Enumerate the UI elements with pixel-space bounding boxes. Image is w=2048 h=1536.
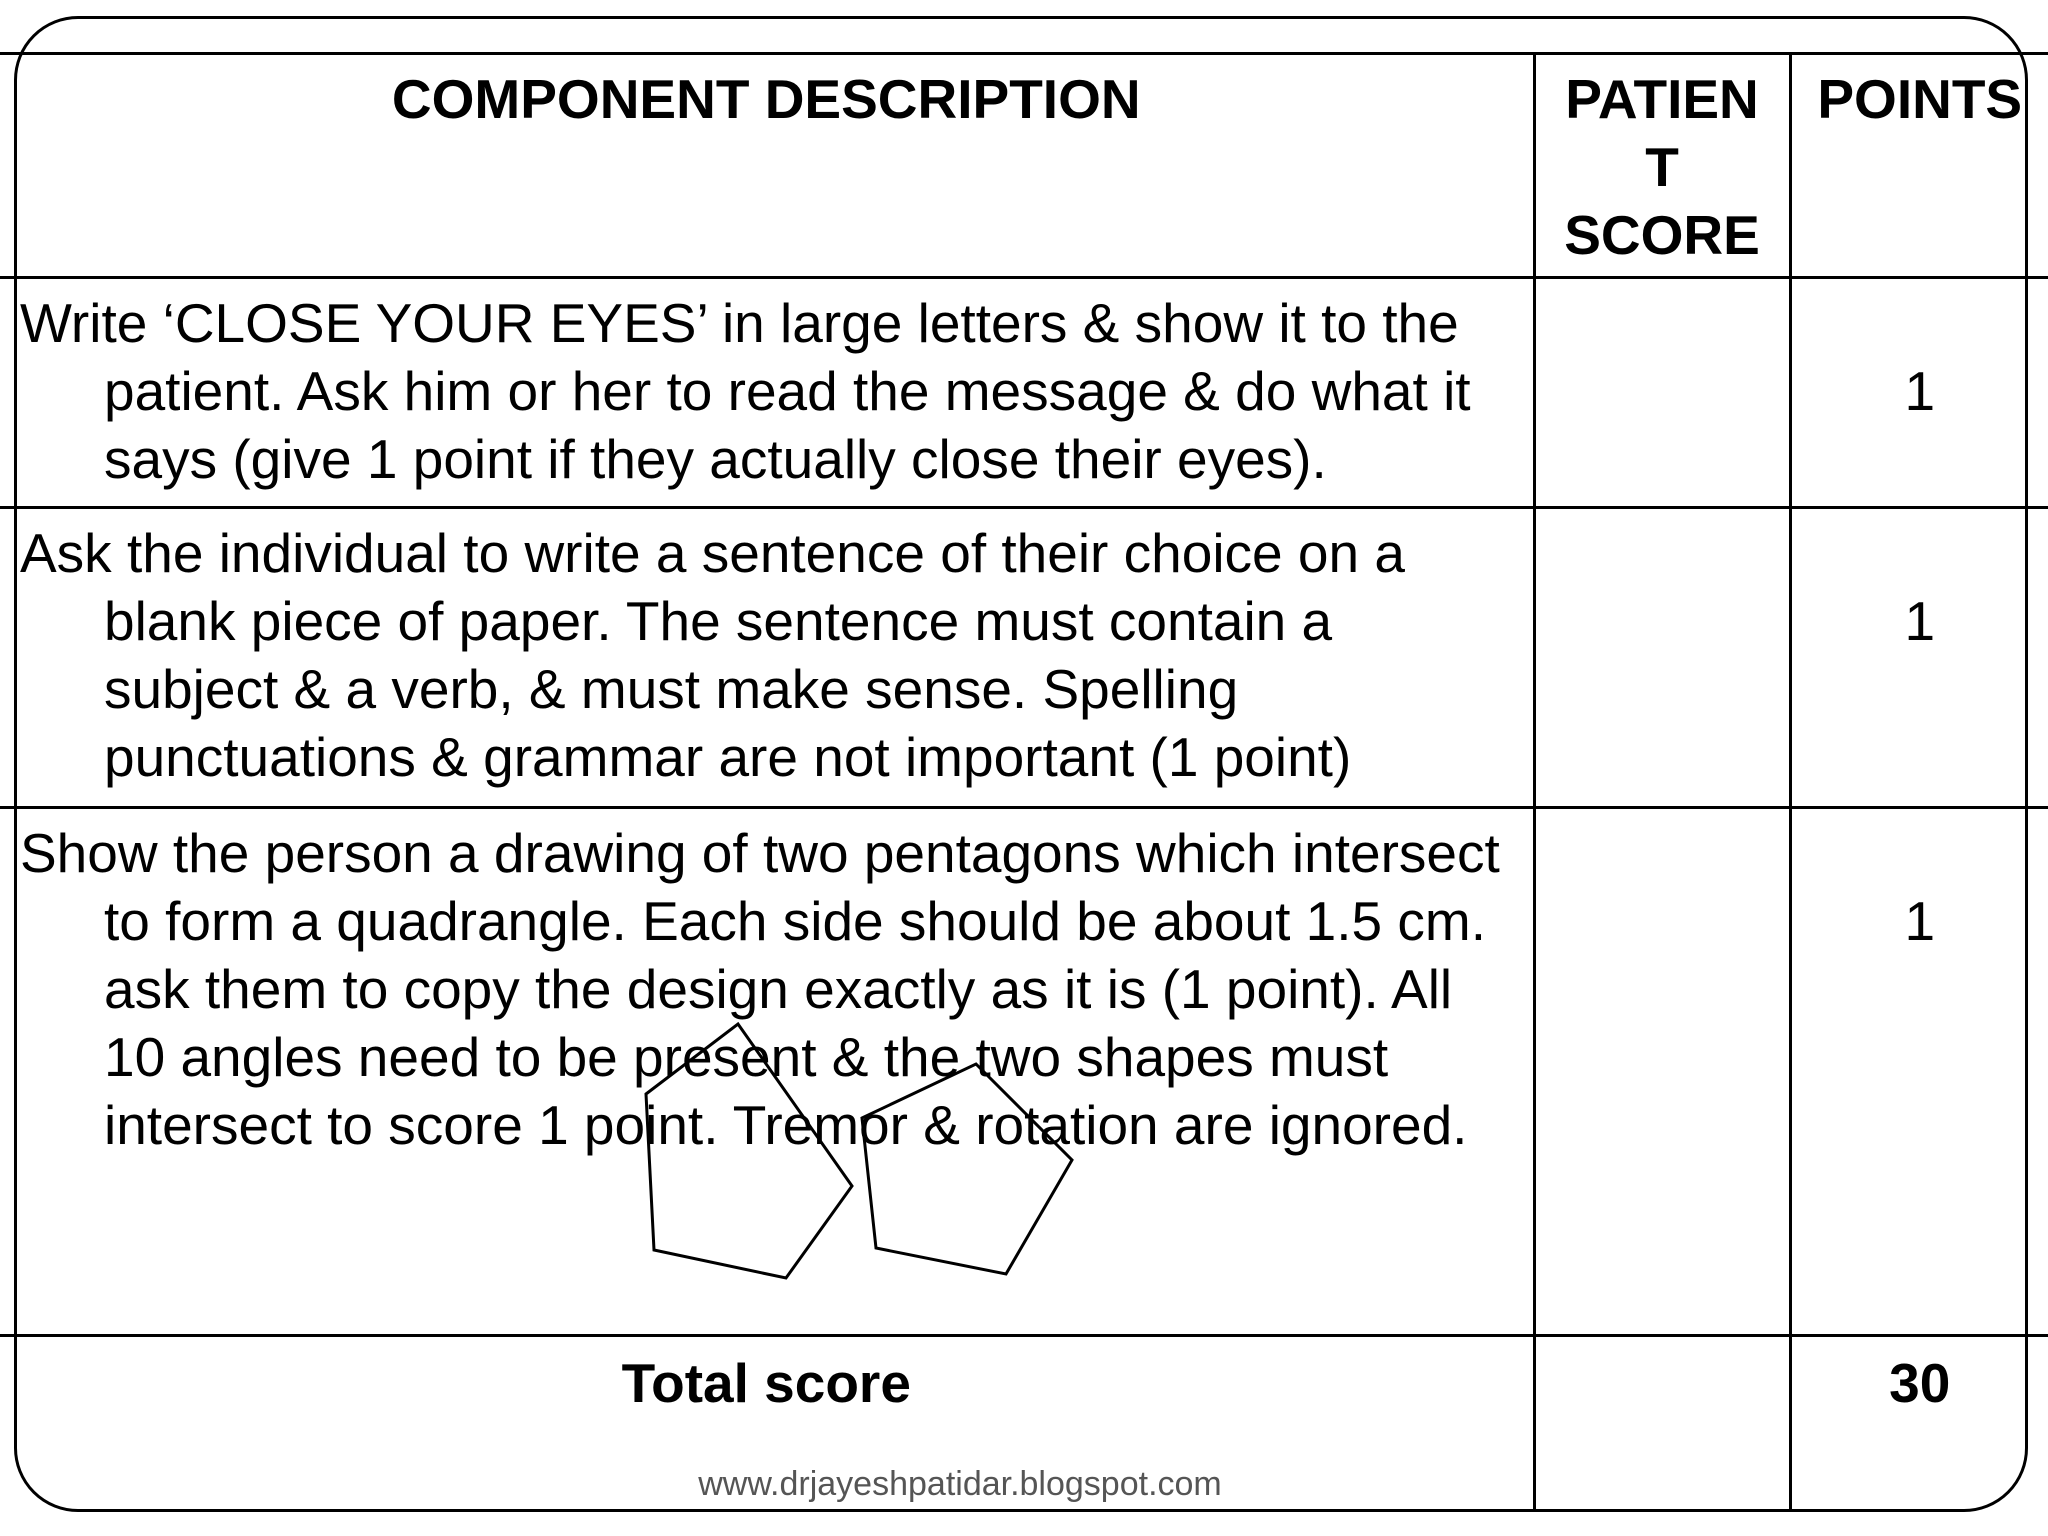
row-description: Ask the individual to write a sentence of their choice on a blank piece of paper. The sentence must contain a subject & a verb, & must make sense. Spelling punctuations & grammar are not important (1 point)	[0, 508, 1534, 808]
row-description: Show the person a drawing of two pentagons which intersect to form a quadrangle. Each side should be about 1.5 cm. ask them to copy the design exactly as it is (1 point). All 10 angles need to be present & the two shapes must intersect to score 1 point. Tremor & rotation are ignored.	[0, 808, 1534, 1336]
row-patient-score	[1534, 808, 1790, 1336]
header-component-description: COMPONENT DESCRIPTION	[0, 54, 1534, 278]
row-points: 1	[1790, 808, 2048, 1336]
total-points: 30	[1790, 1336, 2048, 1513]
table-row	[0, 808, 2048, 1336]
header-points: POINTS	[1790, 54, 2048, 278]
table-row	[0, 278, 2048, 508]
mmse-score-table	[0, 52, 2048, 1512]
row-patient-score	[1534, 278, 1790, 508]
table-row	[0, 508, 2048, 808]
row-description: Write ‘CLOSE YOUR EYES’ in large letters & show it to the patient. Ask him or her to read the message & do what it says (give 1 point if they actually close their eyes).	[0, 278, 1534, 508]
table-header-row	[0, 54, 2048, 278]
row-patient-score	[1534, 508, 1790, 808]
row-points: 1	[1790, 508, 2048, 808]
website-footer: www.drjayeshpatidar.blogspot.com	[698, 1465, 1222, 1503]
total-score-label: Total score	[0, 1336, 1534, 1513]
row-points: 1	[1790, 278, 2048, 508]
header-patient-score: PATIEN T SCORE	[1534, 54, 1790, 278]
